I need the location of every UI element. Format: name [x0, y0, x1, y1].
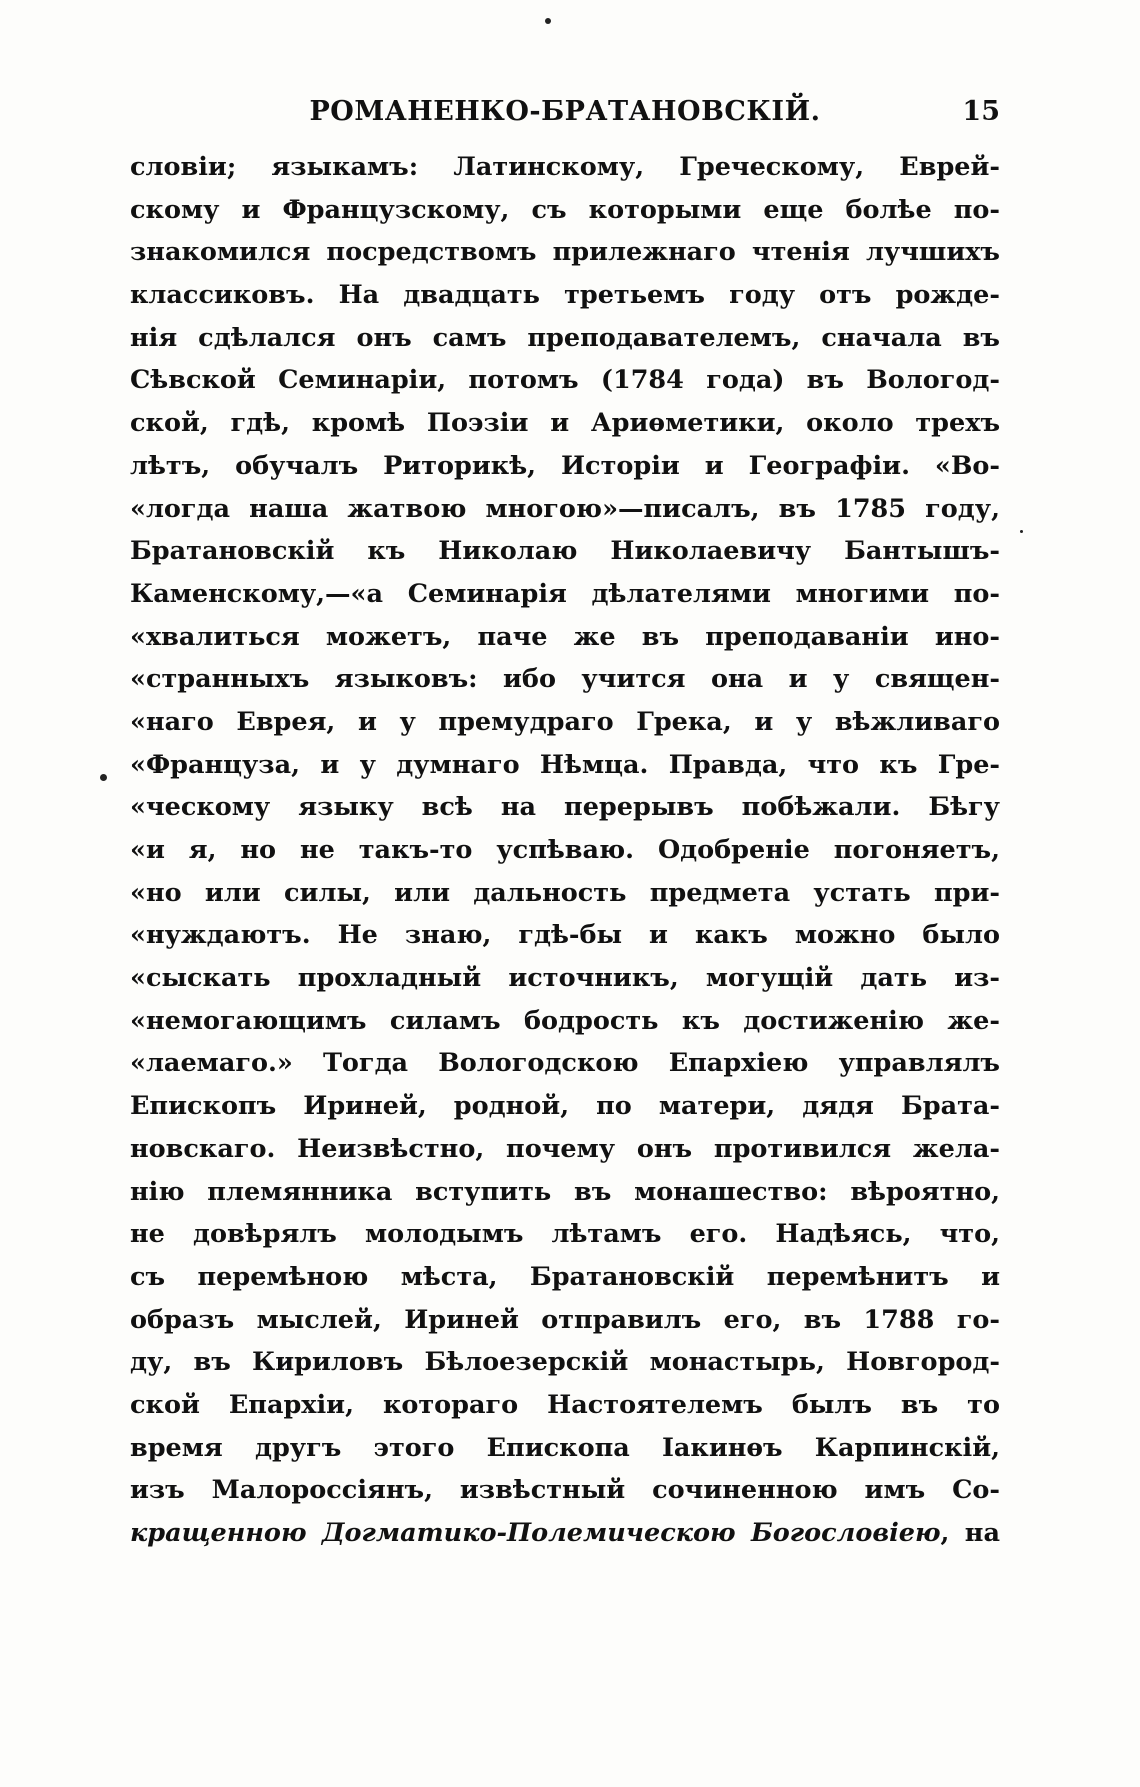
- italic-title: кращенною Догматико-Полемическою Богословіею: [130, 1518, 941, 1548]
- text-line: изъ Малороссіянъ, извѣстный сочиненною имъ Со-: [130, 1475, 1000, 1506]
- text-line: время другъ этого Епископа Іакинѳъ Карпинскій,: [130, 1432, 1000, 1463]
- text-line: «странныхъ языковъ: ибо учится она и у священ-: [130, 664, 1000, 695]
- text-line: нію племянника вступить въ монашество: вѣроятно,: [130, 1176, 1000, 1207]
- text-line: классиковъ. На двадцать третьемъ году отъ рожде-: [130, 280, 1000, 311]
- text-line: Каменскому,—«а Семинарія дѣлателями многими по-: [130, 578, 1000, 609]
- text-line: новскаго. Неизвѣстно, почему онъ противился жела-: [130, 1133, 1000, 1164]
- text-line: образъ мыслей, Ириней отправилъ его, въ 1788 го-: [130, 1304, 1000, 1335]
- text-line: ской Епархіи, котораго Настоятелемъ былъ въ то: [130, 1389, 1000, 1420]
- text-line: «и я, но не такъ-то успѣваю. Одобреніе погоняетъ,: [130, 835, 1000, 865]
- ink-speck: [100, 774, 107, 781]
- text-line-last: [130, 1512, 1000, 1555]
- text-line: «логда наша жатвою многою»—писалъ, въ 1785 году,: [130, 493, 1000, 524]
- text-line: «наго Еврея, и у премудраго Грека, и у вѣжливаго: [130, 706, 1000, 737]
- text-line: «лаемаго.» Тогда Вологодскою Епархіею управлялъ: [130, 1048, 1000, 1079]
- ink-speck: [1020, 530, 1023, 533]
- text-line: знакомился посредствомъ прилежнаго чтенія лучшихъ: [130, 237, 1000, 268]
- text-line: словіи; языкамъ: Латинскому, Греческому, Еврей-: [130, 152, 1000, 182]
- text-line: Сѣвской Семинаріи, потомъ (1784 года) въ Вологод-: [130, 365, 1000, 396]
- text-line: «сыскать прохладный источникъ, могущій дать из-: [130, 963, 1000, 994]
- text-line: лѣтъ, обучалъ Риторикѣ, Исторіи и Географіи. «Во-: [130, 450, 1000, 481]
- ink-speck: [545, 18, 551, 24]
- body-text: [130, 146, 1000, 1555]
- running-title: РОМАНЕНКО-БРАТАНОВСКІЙ.: [309, 96, 821, 127]
- text-line: Братановскій къ Николаю Николаевичу Бантышъ-: [130, 536, 1000, 567]
- page-number: 15: [962, 96, 1000, 127]
- text-line: ду, въ Кириловъ Бѣлоезерскій монастырь, Новгород-: [130, 1347, 1000, 1378]
- text-line: нія сдѣлался онъ самъ преподавателемъ, сначала въ: [130, 322, 1000, 353]
- text-line: «Француза, и у думнаго Нѣмца. Правда, что къ Гре-: [130, 749, 1000, 780]
- text-line: «ческому языку всѣ на перерывъ побѣжали. Бѣгу: [130, 792, 1000, 823]
- running-head: [130, 92, 1000, 132]
- line-tail: , на: [940, 1518, 1000, 1548]
- text-line: ской, гдѣ, кромѣ Поэзіи и Ариѳметики, около трехъ: [130, 408, 1000, 439]
- text-line: не довѣрялъ молодымъ лѣтамъ его. Надѣясь, что,: [130, 1219, 1000, 1250]
- text-line: «нуждаютъ. Не знаю, гдѣ-бы и какъ можно было: [130, 920, 1000, 951]
- text-line: «хвалиться можетъ, паче же въ преподаваніи ино-: [130, 621, 1000, 652]
- text-line: Епископъ Ириней, родной, по матери, дядя Брата-: [130, 1091, 1000, 1122]
- text-line: скому и Французскому, съ которыми еще болѣе по-: [130, 194, 1000, 225]
- text-line: съ перемѣною мѣста, Братановскій перемѣнитъ и: [130, 1261, 1000, 1292]
- text-line: «но или силы, или дальность предмета устать при-: [130, 877, 1000, 908]
- text-line: «немогающимъ силамъ бодрость къ достиженію же-: [130, 1005, 1000, 1036]
